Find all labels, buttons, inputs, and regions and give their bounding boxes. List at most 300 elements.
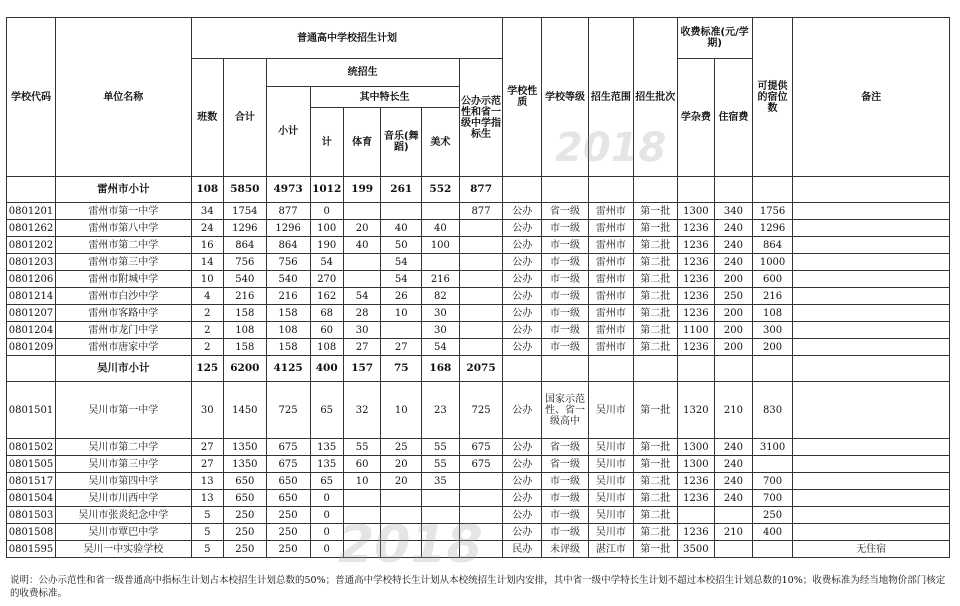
table-cell [588,356,633,382]
table-cell: 2 [191,322,223,339]
table-cell: 25 [381,439,422,456]
table-cell: 雷州市 [588,254,633,271]
table-cell: 0 [310,524,343,541]
table-cell: 雷州市白沙中学 [56,288,192,305]
table-cell [459,339,503,356]
table-cell: 雷州市龙门中学 [56,322,192,339]
table-cell: 30 [191,382,223,439]
table-cell: 雷州市 [588,322,633,339]
table-cell: 市一级 [542,288,589,305]
table-cell: 吴川市第一中学 [56,382,192,439]
table-cell: 32 [343,382,381,439]
table-cell [793,254,950,271]
table-cell: 108 [223,322,266,339]
table-cell: 216 [752,288,793,305]
table-cell: 0801207 [7,305,56,322]
col-classes: 班数 [191,59,223,177]
table-cell: 240 [715,473,753,490]
table-cell: 864 [223,237,266,254]
table-cell: 吴川市小计 [56,356,192,382]
table-cell: 55 [422,439,460,456]
table-cell [381,203,422,220]
table-cell: 未评级 [542,541,589,558]
table-cell: 200 [715,305,753,322]
table-cell: 第二批 [633,305,677,322]
table-cell: 135 [310,456,343,473]
table-cell: 吴川市川西中学 [56,490,192,507]
table-cell: 864 [752,237,793,254]
table-cell: 0801204 [7,322,56,339]
table-row [7,220,950,237]
table-cell [633,177,677,203]
table-cell: 吴川一中实验学校 [56,541,192,558]
table-cell: 240 [715,439,753,456]
table-cell: 2 [191,339,223,356]
col-unified-group: 统招生 [266,59,459,87]
table-cell: 0 [310,541,343,558]
table-cell: 55 [343,439,381,456]
table-cell [752,356,793,382]
table-cell: 650 [223,490,266,507]
table-cell: 40 [422,220,460,237]
table-cell [715,356,753,382]
table-cell: 16 [191,237,223,254]
table-cell: 公办 [503,473,542,490]
table-cell: 13 [191,490,223,507]
table-cell [793,203,950,220]
table-cell: 雷州市 [588,220,633,237]
table-cell: 公办 [503,271,542,288]
table-cell: 2 [191,305,223,322]
table-cell: 国家示范性、省一级高中 [542,382,589,439]
table-cell: 756 [223,254,266,271]
col-tuition: 学杂费 [677,59,715,177]
table-cell: 雷州市第一中学 [56,203,192,220]
table-cell: 540 [266,271,310,288]
table-cell: 27 [343,339,381,356]
table-cell: 公办 [503,203,542,220]
table-cell: 68 [310,305,343,322]
table-cell: 250 [223,507,266,524]
table-cell [752,541,793,558]
table-cell [381,524,422,541]
table-cell: 400 [752,524,793,541]
col-quota: 公办示范性和省一级中学指标生 [459,59,503,177]
table-cell: 第一批 [633,203,677,220]
table-cell [459,507,503,524]
table-cell: 1300 [677,203,715,220]
table-cell [381,541,422,558]
table-cell: 35 [422,473,460,490]
table-cell: 5 [191,541,223,558]
table-cell: 200 [715,339,753,356]
col-remark: 备注 [793,18,950,177]
table-cell: 公办 [503,490,542,507]
table-cell: 公办 [503,507,542,524]
table-cell: 27 [191,439,223,456]
table-cell: 23 [422,382,460,439]
table-cell [422,254,460,271]
table-cell: 5 [191,507,223,524]
table-cell: 第二批 [633,271,677,288]
table-cell: 0 [310,490,343,507]
table-cell: 公办 [503,322,542,339]
table-cell: 10 [343,473,381,490]
col-level: 学校等级 [542,18,589,177]
table-cell: 55 [422,456,460,473]
table-cell [343,507,381,524]
table-cell: 82 [422,288,460,305]
table-cell: 54 [381,271,422,288]
table-cell: 877 [459,177,503,203]
table-cell: 1350 [223,439,266,456]
table-cell: 1350 [223,456,266,473]
table-cell: 公办 [503,254,542,271]
table-cell [503,356,542,382]
table-cell: 0801505 [7,456,56,473]
table-cell: 市一级 [542,339,589,356]
col-batch: 招生批次 [633,18,677,177]
table-cell: 108 [310,339,343,356]
table-cell: 650 [266,490,310,507]
table-cell: 65 [310,473,343,490]
table-cell: 雷州市 [588,203,633,220]
table-cell: 吴川市 [588,456,633,473]
table-cell: 1236 [677,271,715,288]
table-cell: 雷州市第三中学 [56,254,192,271]
table-cell [381,507,422,524]
table-cell: 吴川市 [588,382,633,439]
table-cell: 4125 [266,356,310,382]
table-cell: 4 [191,288,223,305]
table-cell: 吴川市 [588,507,633,524]
table-cell: 250 [715,288,753,305]
table-cell: 1236 [677,288,715,305]
table-cell: 1296 [752,220,793,237]
table-cell: 240 [715,220,753,237]
table-cell: 54 [381,254,422,271]
table-cell: 20 [381,473,422,490]
table-cell [793,305,950,322]
col-range: 招生范围 [588,18,633,177]
table-row [7,490,950,507]
table-cell: 1236 [677,490,715,507]
table-cell: 240 [715,456,753,473]
table-cell: 4973 [266,177,310,203]
table-cell: 0801517 [7,473,56,490]
table-row [7,288,950,305]
table-cell [588,177,633,203]
table-cell [633,356,677,382]
table-row [7,203,950,220]
table-cell [793,177,950,203]
table-cell: 公办 [503,305,542,322]
subtotal-row [7,356,950,382]
table-cell: 民办 [503,541,542,558]
table-cell: 1450 [223,382,266,439]
table-cell: 200 [715,322,753,339]
table-cell: 市一级 [542,305,589,322]
table-cell [422,203,460,220]
table-cell: 第一批 [633,439,677,456]
table-cell: 1236 [677,237,715,254]
table-cell: 250 [266,524,310,541]
table-cell: 1012 [310,177,343,203]
table-cell: 第二批 [633,507,677,524]
table-cell: 60 [310,322,343,339]
table-cell: 雷州市 [588,305,633,322]
table-cell: 650 [223,473,266,490]
table-cell: 市一级 [542,237,589,254]
table-cell: 市一级 [542,524,589,541]
table-cell [793,271,950,288]
table-cell: 雷州市 [588,288,633,305]
footnote: 说明：公办示范性和省一级普通高中指标生计划占本校招生计划总数的50%；普通高中学校特长生计划从本校统招生计划内安排，其中省一级中学特长生计划不超过本校招生计划总数的10%；收费标准为经当地物价部门核定的收费标准。 [10,575,946,599]
table-cell: 吴川市张炎纪念中学 [56,507,192,524]
table-cell: 市一级 [542,507,589,524]
table-cell: 20 [343,220,381,237]
table-cell: 吴川市第二中学 [56,439,192,456]
table-cell: 1236 [677,220,715,237]
table-cell: 75 [381,356,422,382]
table-cell: 0 [310,507,343,524]
table-cell: 700 [752,490,793,507]
table-cell: 5850 [223,177,266,203]
table-cell: 26 [381,288,422,305]
table-cell: 157 [343,356,381,382]
table-cell: 1296 [266,220,310,237]
table-cell: 600 [752,271,793,288]
watermark: 2018 [338,515,483,575]
table-cell: 675 [266,439,310,456]
table-cell [793,524,950,541]
table-cell: 210 [715,524,753,541]
col-art: 美术 [422,108,460,177]
table-cell [459,237,503,254]
table-cell [459,271,503,288]
table-cell: 1100 [677,322,715,339]
table-cell: 第二批 [633,524,677,541]
table-cell [459,254,503,271]
table-cell: 公办 [503,382,542,439]
table-cell: 第一批 [633,220,677,237]
table-cell: 5 [191,524,223,541]
table-cell: 162 [310,288,343,305]
table-cell [752,456,793,473]
table-cell: 158 [266,305,310,322]
watermark: 2018 [555,125,667,171]
table-row [7,456,950,473]
table-cell: 340 [715,203,753,220]
table-cell: 第一批 [633,541,677,558]
table-cell: 540 [223,271,266,288]
table-cell: 1756 [752,203,793,220]
table-cell [343,490,381,507]
table-cell: 第二批 [633,288,677,305]
table-row [7,237,950,254]
table-cell [459,473,503,490]
table-cell [793,322,950,339]
table-cell: 240 [715,237,753,254]
table-cell: 552 [422,177,460,203]
col-school-code: 学校代码 [7,18,56,177]
table-cell: 省一级 [542,203,589,220]
table-cell: 27 [381,339,422,356]
table-cell: 公办 [503,524,542,541]
table-cell: 吴川市第三中学 [56,456,192,473]
table-cell [542,177,589,203]
table-cell: 13 [191,473,223,490]
table-cell: 吴川市 [588,439,633,456]
table-cell: 20 [381,456,422,473]
table-cell [793,339,950,356]
table-cell [793,288,950,305]
table-row [7,271,950,288]
table-cell: 1236 [677,524,715,541]
table-row [7,254,950,271]
table-cell: 216 [266,288,310,305]
table-cell: 158 [266,339,310,356]
table-cell [7,177,56,203]
table-cell: 675 [459,456,503,473]
table-cell: 市一级 [542,473,589,490]
table-cell: 1236 [677,339,715,356]
table-cell [422,524,460,541]
table-cell: 250 [223,541,266,558]
table-cell: 261 [381,177,422,203]
table-row [7,322,950,339]
table-cell: 27 [191,456,223,473]
table-cell: 190 [310,237,343,254]
table-cell [459,288,503,305]
table-cell: 756 [266,254,310,271]
table-row [7,439,950,456]
table-row [7,305,950,322]
table-cell [715,507,753,524]
table-cell [752,177,793,203]
table-cell: 0801508 [7,524,56,541]
table-cell [793,439,950,456]
table-cell: 公办 [503,237,542,254]
table-cell: 雷州市 [588,237,633,254]
table-cell: 雷州市 [588,271,633,288]
table-cell [677,356,715,382]
table-cell: 877 [266,203,310,220]
table-cell: 158 [223,305,266,322]
table-cell: 216 [223,288,266,305]
table-cell: 1754 [223,203,266,220]
table-cell [793,473,950,490]
table-cell: 250 [223,524,266,541]
table-cell: 0 [310,203,343,220]
table-cell: 830 [752,382,793,439]
table-cell: 108 [266,322,310,339]
table-cell: 1236 [677,254,715,271]
table-header [7,18,950,177]
table-cell: 725 [459,382,503,439]
col-special-total: 计 [310,108,343,177]
table-cell: 湛江市 [588,541,633,558]
table-cell [793,507,950,524]
table-cell: 雷州市小计 [56,177,192,203]
table-cell: 1300 [677,456,715,473]
table-cell [503,177,542,203]
col-music: 音乐(舞蹈) [381,108,422,177]
table-cell [422,507,460,524]
table-cell: 雷州市 [588,339,633,356]
table-cell: 0801201 [7,203,56,220]
table-cell: 第二批 [633,473,677,490]
table-cell: 700 [752,473,793,490]
col-fee-group: 收费标准(元/学期) [677,18,752,59]
table-cell: 158 [223,339,266,356]
table-cell: 28 [343,305,381,322]
table-cell: 0801501 [7,382,56,439]
table-cell: 108 [191,177,223,203]
table-cell: 100 [310,220,343,237]
table-cell: 0801595 [7,541,56,558]
table-cell [793,456,950,473]
table-cell: 吴川市 [588,524,633,541]
col-total: 合计 [223,59,266,177]
enrollment-plan-table [6,17,950,558]
table-cell: 240 [715,254,753,271]
table-cell: 675 [266,456,310,473]
table-cell: 0801502 [7,439,56,456]
table-cell: 雷州市第二中学 [56,237,192,254]
col-sports: 体育 [343,108,381,177]
col-school-name: 单位名称 [56,18,192,177]
table-cell: 650 [266,473,310,490]
table-cell: 725 [266,382,310,439]
table-cell [343,271,381,288]
table-cell [715,177,753,203]
table-cell [459,305,503,322]
table-cell: 雷州市第八中学 [56,220,192,237]
col-nature: 学校性质 [503,18,542,177]
table-cell: 第一批 [633,456,677,473]
col-subtotal: 小计 [266,87,310,177]
table-cell: 30 [422,305,460,322]
table-cell: 第二批 [633,254,677,271]
table-cell: 1320 [677,382,715,439]
table-cell: 吴川市第四中学 [56,473,192,490]
table-cell: 市一级 [542,322,589,339]
table-cell [381,490,422,507]
table-cell: 第二批 [633,322,677,339]
table-cell: 市一级 [542,271,589,288]
table-cell [459,524,503,541]
col-beds: 可提供的宿位数 [752,18,793,177]
table-cell [381,322,422,339]
table-cell: 0801202 [7,237,56,254]
table-cell: 雷州市附城中学 [56,271,192,288]
table-cell: 199 [343,177,381,203]
table-cell: 公办 [503,439,542,456]
table-cell: 0801503 [7,507,56,524]
table-cell: 1296 [223,220,266,237]
table-cell: 10 [381,305,422,322]
col-plan-group: 普通高中学校招生计划 [191,18,503,59]
table-cell [422,541,460,558]
table-cell: 无住宿 [793,541,950,558]
table-cell: 2075 [459,356,503,382]
table-row [7,524,950,541]
table-cell: 公办 [503,339,542,356]
table-cell: 6200 [223,356,266,382]
table-cell: 10 [191,271,223,288]
table-cell [715,541,753,558]
